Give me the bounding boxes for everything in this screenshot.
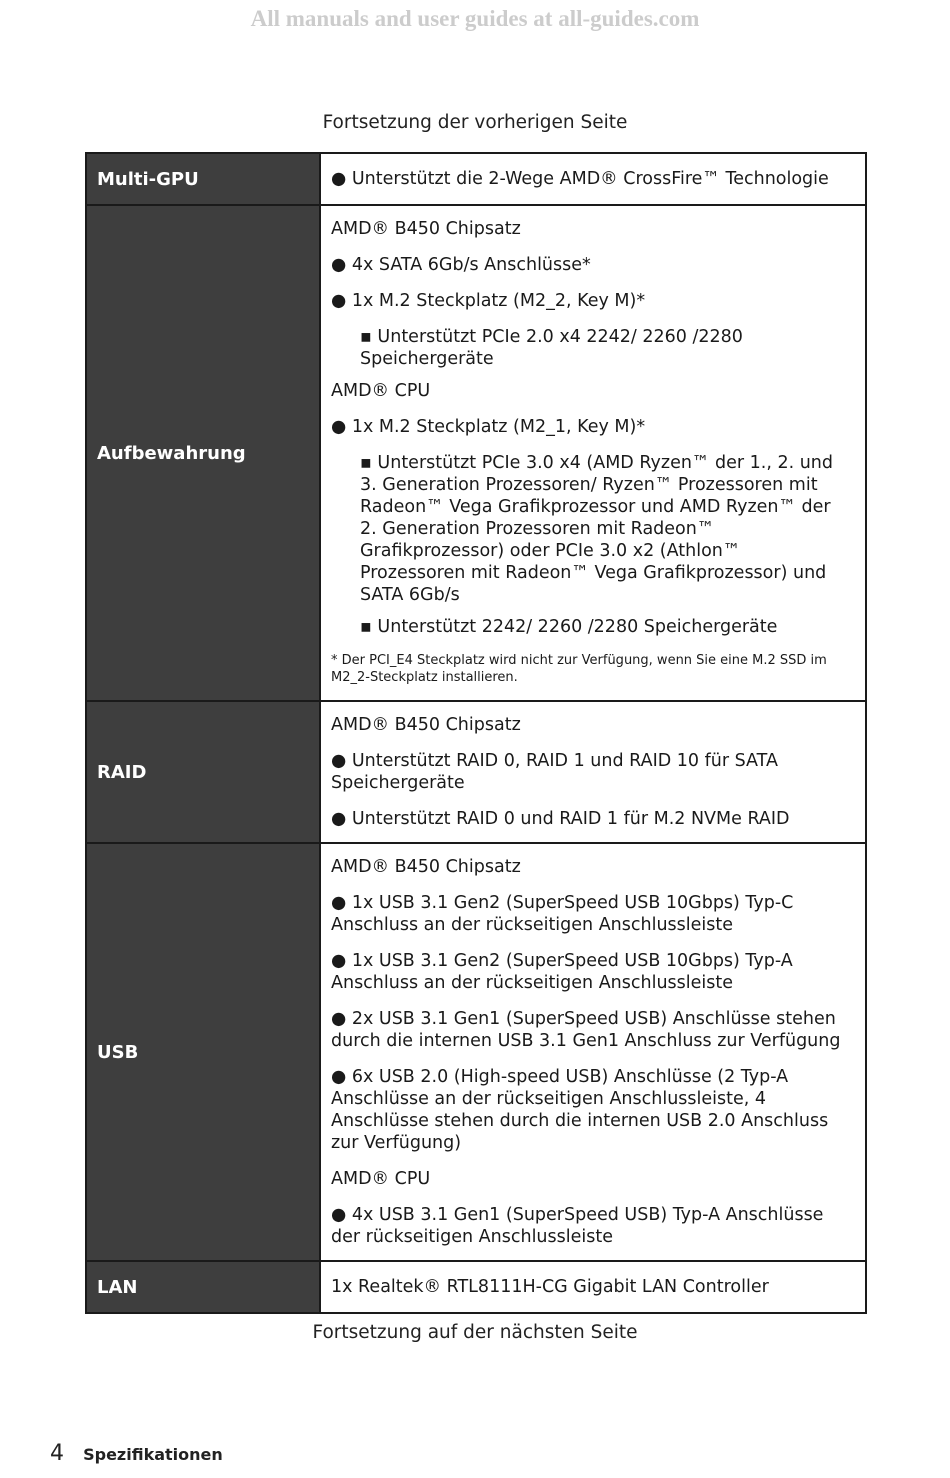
group-heading: AMD® B450 Chipsatz: [331, 715, 521, 735]
footnote: * Der PCI_E4 Steckplatz wird nicht zur Verfügung, wenn Sie eine M.2 SSD im M2_2-Steckplatz installieren.: [331, 653, 827, 685]
bullet-item: ● 1x USB 3.1 Gen2 (SuperSpeed USB 10Gbps) Typ-A Anschluss an der rückseitigen Anschlussleiste: [331, 951, 793, 993]
spec-row-storage: [86, 205, 866, 701]
bullet-item: ● 4x USB 3.1 Gen1 (SuperSpeed USB) Typ-A Anschlüsse der rückseitigen Anschlussleiste: [331, 1205, 824, 1247]
spec-table: [85, 152, 867, 1314]
row-label-storage: Aufbewahrung: [86, 205, 320, 701]
bullet-item: ● 2x USB 3.1 Gen1 (SuperSpeed USB) Anschlüsse stehen durch die internen USB 3.1 Gen1 Anschluss zur Verfügung: [331, 1009, 841, 1051]
bullet-item: ● 6x USB 2.0 (High-speed USB) Anschlüsse (2 Typ-A Anschlüsse an der rückseitigen Anschlussleiste, 4 Anschlüsse stehen durch die internen USB 2.0 Anschluss zur Verfügung): [331, 1067, 829, 1153]
bullet-item: ● 4x SATA 6Gb/s Anschlüsse*: [331, 255, 591, 275]
row-content-usb: [320, 843, 866, 1261]
section-title: Spezifikationen: [83, 1445, 223, 1464]
bullet-item: ● 1x USB 3.1 Gen2 (SuperSpeed USB 10Gbps) Typ-C Anschluss an der rückseitigen Anschlussleiste: [331, 893, 794, 935]
sub-bullet-item: ▪ Unterstützt PCIe 3.0 x4 (AMD Ryzen™ der 1., 2. und 3. Generation Prozessoren/ Ryzen™ Prozessoren mit Radeon™ Vega Grafikprozessor und AMD Ryzen™ der 2. Generation Prozessoren mit Radeon™ Grafikprozessor) oder PCIe 3.0 x2 (Athlon™ Prozessoren mit Radeon™ Vega Grafikprozessor) und SATA 6Gb/s: [360, 453, 834, 605]
group-heading: AMD® B450 Chipsatz: [331, 219, 521, 239]
sub-bullet-item: ▪ Unterstützt PCIe 2.0 x4 2242/ 2260 /2280 Speichergeräte: [360, 327, 743, 369]
watermark-text: All manuals and user guides at all-guides.com: [250, 6, 700, 31]
continuation-top-note: Fortsetzung der vorherigen Seite: [322, 112, 628, 133]
spec-row-multigpu: [86, 153, 866, 205]
row-content-multigpu: [320, 153, 866, 205]
continuation-bottom-note: Fortsetzung auf der nächsten Seite: [312, 1322, 638, 1343]
spec-row-usb: [86, 843, 866, 1261]
group-heading: AMD® B450 Chipsatz: [331, 857, 521, 877]
row-label-raid: RAID: [86, 701, 320, 843]
bullet-item: ● Unterstützt RAID 0 und RAID 1 für M.2 NVMe RAID: [331, 809, 790, 829]
bullet-item: ● 1x M.2 Steckplatz (M2_2, Key M)*: [331, 291, 646, 311]
row-content-raid: [320, 701, 866, 843]
row-content-storage: [320, 205, 866, 701]
spec-row-lan: [86, 1261, 866, 1313]
group-heading: AMD® CPU: [331, 1169, 431, 1189]
group-heading: AMD® CPU: [331, 381, 431, 401]
page-footer: [50, 1441, 223, 1466]
row-label-multigpu: Multi-GPU: [86, 153, 320, 205]
spec-text: 1x Realtek® RTL8111H-CG Gigabit LAN Controller: [331, 1277, 769, 1297]
sub-bullet-item: ▪ Unterstützt 2242/ 2260 /2280 Speichergeräte: [360, 617, 778, 637]
row-label-lan: LAN: [86, 1261, 320, 1313]
bullet-item: ● 1x M.2 Steckplatz (M2_1, Key M)*: [331, 417, 646, 437]
bullet-item: ● Unterstützt RAID 0, RAID 1 und RAID 10 für SATA Speichergeräte: [331, 751, 778, 793]
row-label-usb: USB: [86, 843, 320, 1261]
row-content-lan: [320, 1261, 866, 1313]
bullet-item: ● Unterstützt die 2-Wege AMD® CrossFire™ Technologie: [331, 169, 829, 189]
page-number: 4: [50, 1441, 64, 1466]
spec-row-raid: [86, 701, 866, 843]
